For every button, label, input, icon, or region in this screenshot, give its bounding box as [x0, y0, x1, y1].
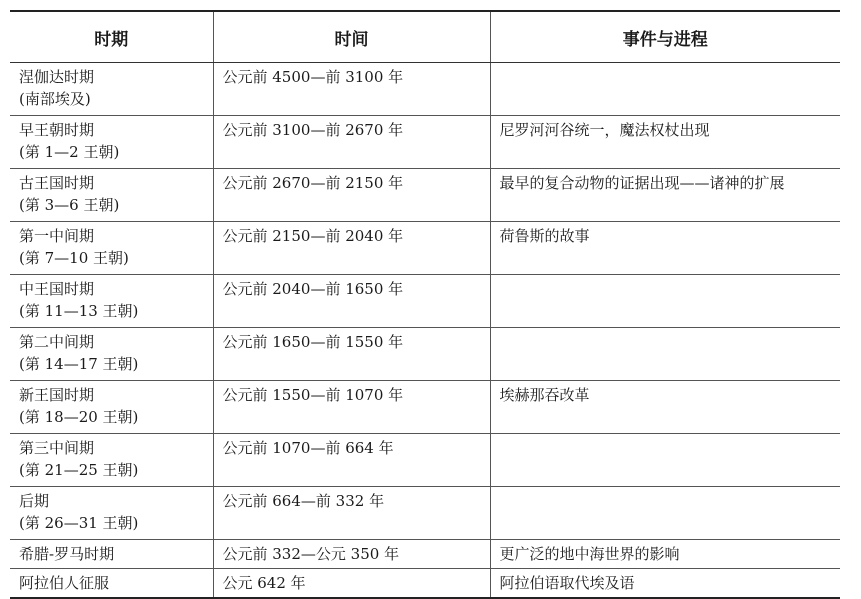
period-cell: 后期 (第 26—31 王朝)	[10, 487, 213, 540]
time-cell: 公元前 1550—前 1070 年	[213, 381, 490, 434]
time-cell: 公元前 2150—前 2040 年	[213, 222, 490, 275]
period-cell: 中王国时期 (第 11—13 王朝)	[10, 275, 213, 328]
event-cell: 埃赫那吞改革	[490, 381, 840, 434]
table-row	[10, 275, 840, 328]
event-cell	[490, 275, 840, 328]
period-cell: 希腊-罗马时期	[10, 540, 213, 569]
header-time: 时间	[213, 11, 490, 63]
period-cell: 第一中间期 (第 7—10 王朝)	[10, 222, 213, 275]
period-cell: 涅伽达时期 (南部埃及)	[10, 63, 213, 116]
event-cell	[490, 487, 840, 540]
event-cell: 最早的复合动物的证据出现——诸神的扩展	[490, 169, 840, 222]
time-cell: 公元前 664—前 332 年	[213, 487, 490, 540]
time-cell: 公元 642 年	[213, 569, 490, 599]
event-cell: 尼罗河河谷统一，魔法权杖出现	[490, 116, 840, 169]
period-cell: 新王国时期 (第 18—20 王朝)	[10, 381, 213, 434]
period-cell: 古王国时期 (第 3—6 王朝)	[10, 169, 213, 222]
event-cell: 荷鲁斯的故事	[490, 222, 840, 275]
time-cell: 公元前 1070—前 664 年	[213, 434, 490, 487]
period-cell: 第二中间期 (第 14—17 王朝)	[10, 328, 213, 381]
period-cell: 早王朝时期 (第 1—2 王朝)	[10, 116, 213, 169]
table-row	[10, 116, 840, 169]
header-period: 时期	[10, 11, 213, 63]
period-cell: 第三中间期 (第 21—25 王朝)	[10, 434, 213, 487]
time-cell: 公元前 2040—前 1650 年	[213, 275, 490, 328]
event-cell	[490, 63, 840, 116]
table-row	[10, 381, 840, 434]
time-cell: 公元前 1650—前 1550 年	[213, 328, 490, 381]
header-event: 事件与进程	[490, 11, 840, 63]
event-cell: 阿拉伯语取代埃及语	[490, 569, 840, 599]
period-cell: 阿拉伯人征服	[19, 574, 110, 592]
table-row	[10, 434, 840, 487]
table-header-row	[10, 11, 840, 63]
table-row	[10, 540, 840, 569]
egypt-periods-table	[10, 10, 840, 599]
table-row	[10, 63, 840, 116]
table-row	[10, 328, 840, 381]
table-row	[10, 222, 840, 275]
table-row	[10, 487, 840, 540]
event-cell	[490, 328, 840, 381]
table-row	[10, 169, 840, 222]
time-cell: 公元前 2670—前 2150 年	[213, 169, 490, 222]
event-cell: 更广泛的地中海世界的影响	[490, 540, 840, 569]
time-cell: 公元前 3100—前 2670 年	[213, 116, 490, 169]
event-cell	[490, 434, 840, 487]
time-cell: 公元前 332—公元 350 年	[213, 540, 490, 569]
time-cell: 公元前 4500—前 3100 年	[213, 63, 490, 116]
